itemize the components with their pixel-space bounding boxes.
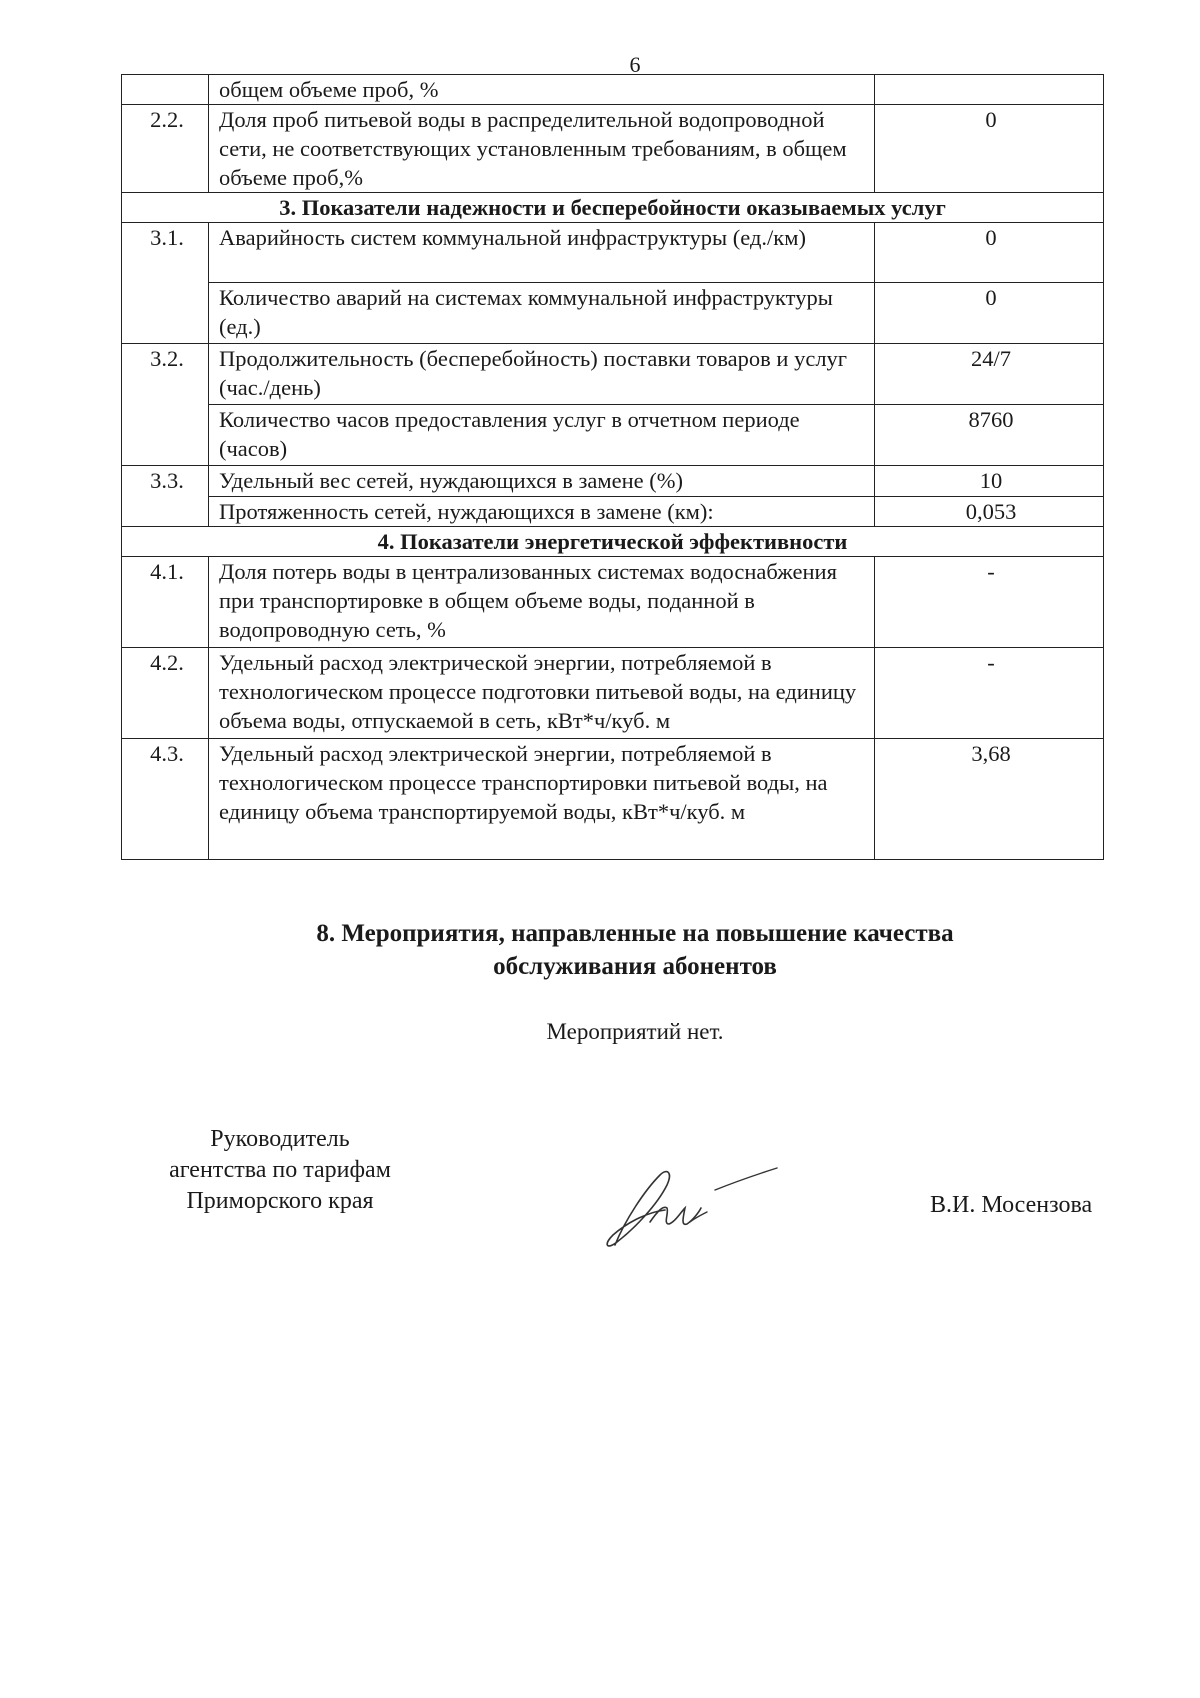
section-8-title-line: 8. Мероприятия, направленные на повышение качества [316,920,954,947]
row-number [122,405,209,466]
row-value: 0 [875,223,1104,283]
row-number: 2.2. [122,105,209,193]
row-text: Количество часов предоставления услуг в отчетном периоде (часов) [209,405,875,466]
page-number: 6 [629,52,641,77]
section-8-title [200,917,1070,983]
table-row [122,497,1104,527]
row-number: 4.2. [122,648,209,739]
row-number [122,497,209,527]
section-heading-row [122,527,1104,557]
table-row [122,283,1104,344]
table-row [122,405,1104,466]
row-value: 8760 [875,405,1104,466]
row-value: 24/7 [875,344,1104,405]
row-number: 3.1. [122,223,209,283]
row-text: Доля потерь воды в централизованных системах водоснабжения при транспортировке в общем объеме воды, поданной в водопроводную сеть, % [209,557,875,648]
row-value [875,75,1104,105]
row-text: Доля проб питьевой воды в распределительной водопроводной сети, не соответствующих установленным требованиям, в общем объеме проб,% [209,105,875,193]
signatory-title [130,1124,430,1217]
table-row [122,75,1104,105]
row-text: Удельный вес сетей, нуждающихся в замене (%) [209,466,875,497]
row-text: Аварийность систем коммунальной инфраструктуры (ед./км) [209,223,875,283]
section-heading-row [122,193,1104,223]
row-value: 0,053 [875,497,1104,527]
signatory-title-line: агентства по тарифам [169,1157,391,1183]
row-text: Протяженность сетей, нуждающихся в замене (км): [209,497,875,527]
row-text: Удельный расход электрической энергии, потребляемой в технологическом процессе подготовки питьевой воды, на единицу объема воды, отпускаемой в сеть, кВт*ч/куб. м [209,648,875,739]
row-text: Количество аварий на системах коммунальной инфраструктуры (ед.) [209,283,875,344]
row-number [122,283,209,344]
section-heading: 4. Показатели энергетической эффективности [122,527,1104,557]
signatory-name: В.И. Мосензова [930,1192,1093,1218]
row-value: - [875,648,1104,739]
table-row [122,557,1104,648]
table-row [122,344,1104,405]
row-number: 4.3. [122,739,209,860]
section-8-body: Мероприятий нет. [546,1019,724,1044]
table-row [122,648,1104,739]
row-value: 0 [875,105,1104,193]
row-value: 0 [875,283,1104,344]
signatory-title-line: Руководитель [210,1126,350,1152]
row-number: 4.1. [122,557,209,648]
table-row [122,223,1104,283]
table-row [122,105,1104,193]
row-text: Удельный расход электрической энергии, потребляемой в технологическом процессе транспортировки питьевой воды, на единицу объема транспортируемой воды, кВт*ч/куб. м [209,739,875,860]
row-number: 3.3. [122,466,209,497]
table-row [122,466,1104,497]
signatory-title-line: Приморского края [186,1188,374,1214]
row-number [122,75,209,105]
row-number: 3.2. [122,344,209,405]
handwritten-signature [595,1150,785,1260]
section-8-title-line: обслуживания абонентов [493,953,777,980]
section-heading: 3. Показатели надежности и бесперебойности оказываемых услуг [122,193,1104,223]
indicators-table [121,74,1104,860]
row-value: - [875,557,1104,648]
row-text: общем объеме проб, % [209,75,875,105]
row-text: Продолжительность (бесперебойность) поставки товаров и услуг (час./день) [209,344,875,405]
row-value: 3,68 [875,739,1104,860]
table-row [122,739,1104,860]
row-value: 10 [875,466,1104,497]
